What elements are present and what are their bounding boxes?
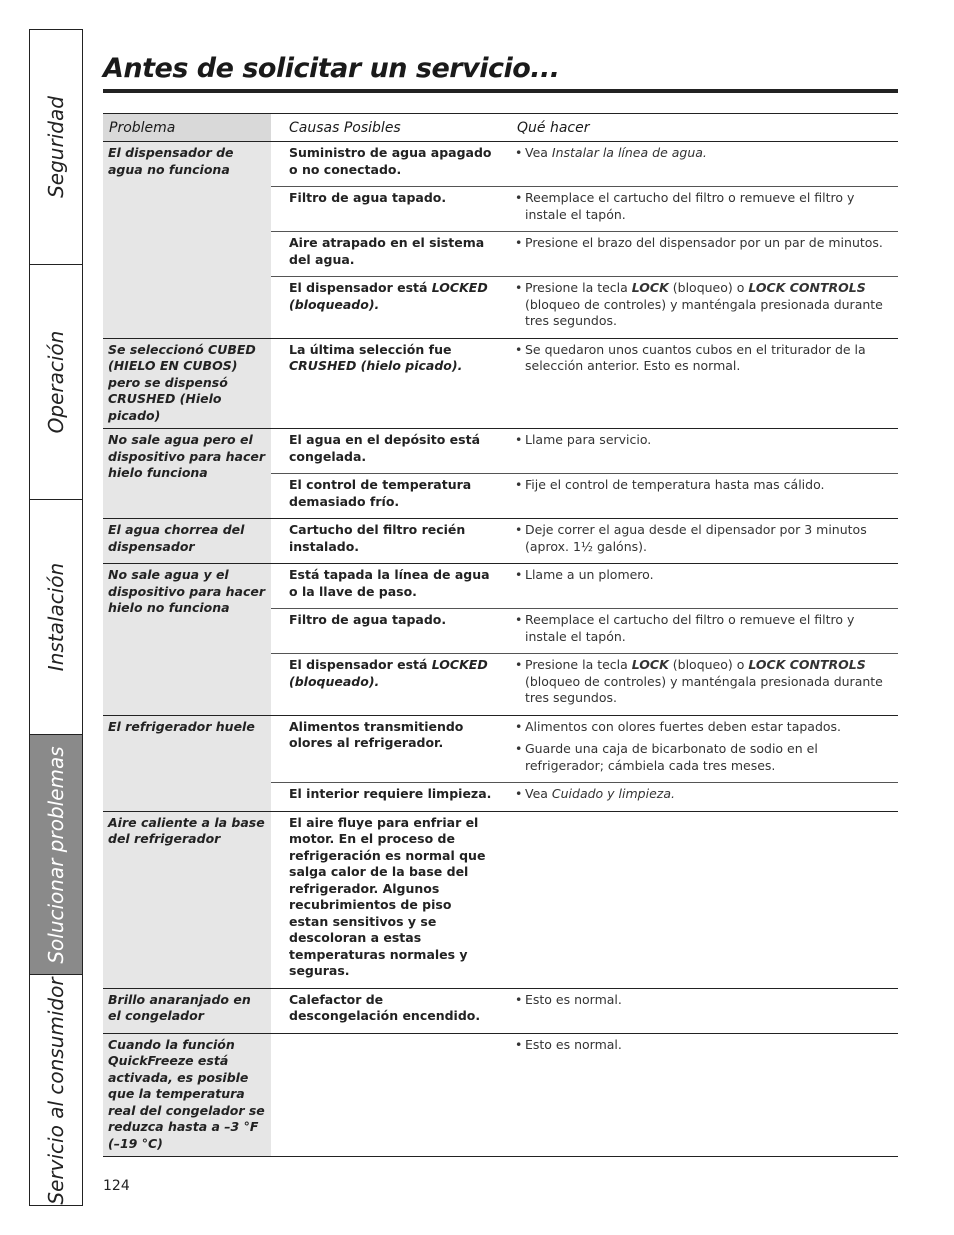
- cause-cell: Suministro de agua apagado o no conectado.: [289, 145, 492, 177]
- problem-group: [103, 519, 898, 564]
- header-causes: Causas Posibles: [289, 120, 401, 136]
- fix-cell: [500, 716, 898, 783]
- fix-cell: [500, 783, 898, 811]
- fix-cell: [500, 989, 898, 1033]
- table-row: [271, 187, 898, 232]
- fix-bullet: • Llame para servicio.: [515, 432, 890, 449]
- table-row: [271, 716, 898, 784]
- fix-cell: [500, 277, 898, 338]
- table-row: [271, 654, 898, 715]
- troubleshooting-table: [103, 113, 898, 1157]
- header-fix: Qué hacer: [517, 120, 590, 136]
- section-tabs: [29, 29, 83, 1206]
- fix-cell: [500, 339, 898, 383]
- problem-cell: El dispensador de agua no funciona: [103, 142, 271, 338]
- fix-bullet: • Reemplace el cartucho del filtro o remueve el filtro y instale el tapón.: [515, 190, 890, 223]
- cause-cell: El control de temperatura demasiado frío.: [289, 477, 472, 509]
- cause-cell: Cartucho del filtro recién instalado.: [289, 522, 466, 554]
- tab-servicio-al-consumidor[interactable]: [30, 975, 82, 1207]
- page-number: 124: [103, 1178, 130, 1194]
- tab-label: Operación: [44, 330, 68, 434]
- cause-cell: [271, 1034, 500, 1062]
- problem-group: [103, 1034, 898, 1158]
- problem-group: [103, 564, 898, 716]
- problem-group: [103, 339, 898, 430]
- problem-cell: Cuando la función QuickFreeze está activada, es posible que la temperatura real del congelador se reduzca hasta a –3 °F (–19 °C): [103, 1034, 271, 1157]
- problem-group: [103, 716, 898, 812]
- fix-bullet: • Esto es normal.: [515, 1037, 890, 1054]
- fix-bullet: • Fije el control de temperatura hasta mas cálido.: [515, 477, 890, 494]
- cause-cell: Está tapada la línea de agua o la llave de paso.: [289, 567, 490, 599]
- table-header: [103, 114, 898, 142]
- cause-cell: El interior requiere limpieza.: [289, 786, 492, 801]
- fix-cell: [500, 519, 898, 563]
- fix-bullet: • Deje correr el agua desde el dipensador por 3 minutos (aprox. 1½ galóns).: [515, 522, 890, 555]
- fix-cell: [500, 429, 898, 473]
- fix-cell: [500, 1034, 898, 1062]
- fix-bullet: • Vea Instalar la línea de agua.: [515, 145, 890, 162]
- fix-cell: [500, 232, 898, 276]
- table-row: [271, 783, 898, 811]
- tab-seguridad[interactable]: [30, 30, 82, 265]
- fix-cell: [500, 812, 898, 988]
- cause-cell: El agua en el depósito está congelada.: [289, 432, 481, 464]
- problem-group: [103, 812, 898, 989]
- cause-cell: Calefactor de descongelación encendido.: [289, 991, 481, 1023]
- tab-label: Instalación: [44, 562, 68, 672]
- table-row: [271, 142, 898, 187]
- cause-cell: Aire atrapado en el sistema del agua.: [289, 235, 485, 267]
- fix-cell: [500, 187, 898, 231]
- problem-cell: El agua chorrea del dispensador: [103, 519, 271, 563]
- fix-bullet: • Alimentos con olores fuertes deben estar tapados.: [515, 719, 890, 736]
- tab-label: Servicio al consumidor: [44, 977, 68, 1205]
- problem-group: [103, 142, 898, 339]
- cause-cell: El dispensador está LOCKED (bloqueado).: [289, 280, 488, 312]
- title-divider: [103, 89, 898, 93]
- tab-label: Solucionar problemas: [44, 745, 68, 964]
- problem-cell: El refrigerador huele: [103, 716, 271, 811]
- fix-bullet: • Se quedaron unos cuantos cubos en el triturador de la selección anterior. Esto es normal.: [515, 342, 890, 375]
- fix-cell: [500, 654, 898, 715]
- fix-bullet: • Vea Cuidado y limpieza.: [515, 786, 890, 803]
- tab-solucionar-problemas[interactable]: [30, 735, 82, 975]
- table-body: [103, 142, 898, 1157]
- table-row: [271, 564, 898, 609]
- header-problem: Problema: [103, 114, 271, 141]
- table-row: [271, 1034, 898, 1062]
- cause-cell: Filtro de agua tapado.: [289, 190, 447, 205]
- problem-cell: Aire caliente a la base del refrigerador: [103, 812, 271, 988]
- problem-cell: No sale agua y el dispositivo para hacer hielo no funciona: [103, 564, 271, 715]
- fix-cell: [500, 609, 898, 653]
- table-row: [271, 474, 898, 518]
- cause-cell: La última selección fue CRUSHED (hielo picado).: [289, 341, 463, 373]
- table-row: [271, 519, 898, 563]
- cause-cell: El aire fluye para enfriar el motor. En el proceso de refrigeración es normal que salga calor de la base del refrigerador. Algunos recubrimientos de piso estan sensitivos y se descoloran a estas temperaturas normales y seguras.: [289, 814, 486, 978]
- fix-cell: [500, 142, 898, 186]
- problem-group: [103, 429, 898, 519]
- fix-bullet: • Presione la tecla LOCK (bloqueo) o LOCK CONTROLS (bloqueo de controles) y manténgala presionada durante tres segundos.: [515, 280, 890, 330]
- table-row: [271, 812, 898, 988]
- table-row: [271, 339, 898, 383]
- tab-instalacion[interactable]: [30, 500, 82, 735]
- page-title: Antes de solicitar un servicio...: [103, 53, 560, 84]
- fix-cell: [500, 474, 898, 518]
- cause-cell: El dispensador está LOCKED (bloqueado).: [289, 657, 488, 689]
- tab-label: Seguridad: [44, 96, 68, 198]
- problem-cell: No sale agua pero el dispositivo para hacer hielo funciona: [103, 429, 271, 518]
- fix-bullet: • Esto es normal.: [515, 992, 890, 1009]
- table-row: [271, 232, 898, 277]
- tab-operacion[interactable]: [30, 265, 82, 500]
- table-row: [271, 989, 898, 1033]
- problem-cell: Brillo anaranjado en el congelador: [103, 989, 271, 1033]
- table-row: [271, 609, 898, 654]
- problem-group: [103, 989, 898, 1034]
- problem-cell: Se seleccionó CUBED (HIELO EN CUBOS) pero se dispensó CRUSHED (Hielo picado): [103, 339, 271, 429]
- fix-bullet: • Llame a un plomero.: [515, 567, 890, 584]
- fix-bullet: • Reemplace el cartucho del filtro o remueve el filtro y instale el tapón.: [515, 612, 890, 645]
- cause-cell: Filtro de agua tapado.: [289, 612, 447, 627]
- fix-cell: [500, 564, 898, 608]
- cause-cell: Alimentos transmitiendo olores al refrigerador.: [289, 718, 464, 750]
- fix-bullet: • Presione la tecla LOCK (bloqueo) o LOCK CONTROLS (bloqueo de controles) y manténgala presionada durante tres segundos.: [515, 657, 890, 707]
- fix-bullet: • Presione el brazo del dispensador por un par de minutos.: [515, 235, 890, 252]
- table-row: [271, 429, 898, 474]
- table-row: [271, 277, 898, 338]
- fix-bullet: • Guarde una caja de bicarbonato de sodio en el refrigerador; cámbiela cada tres meses.: [515, 741, 890, 774]
